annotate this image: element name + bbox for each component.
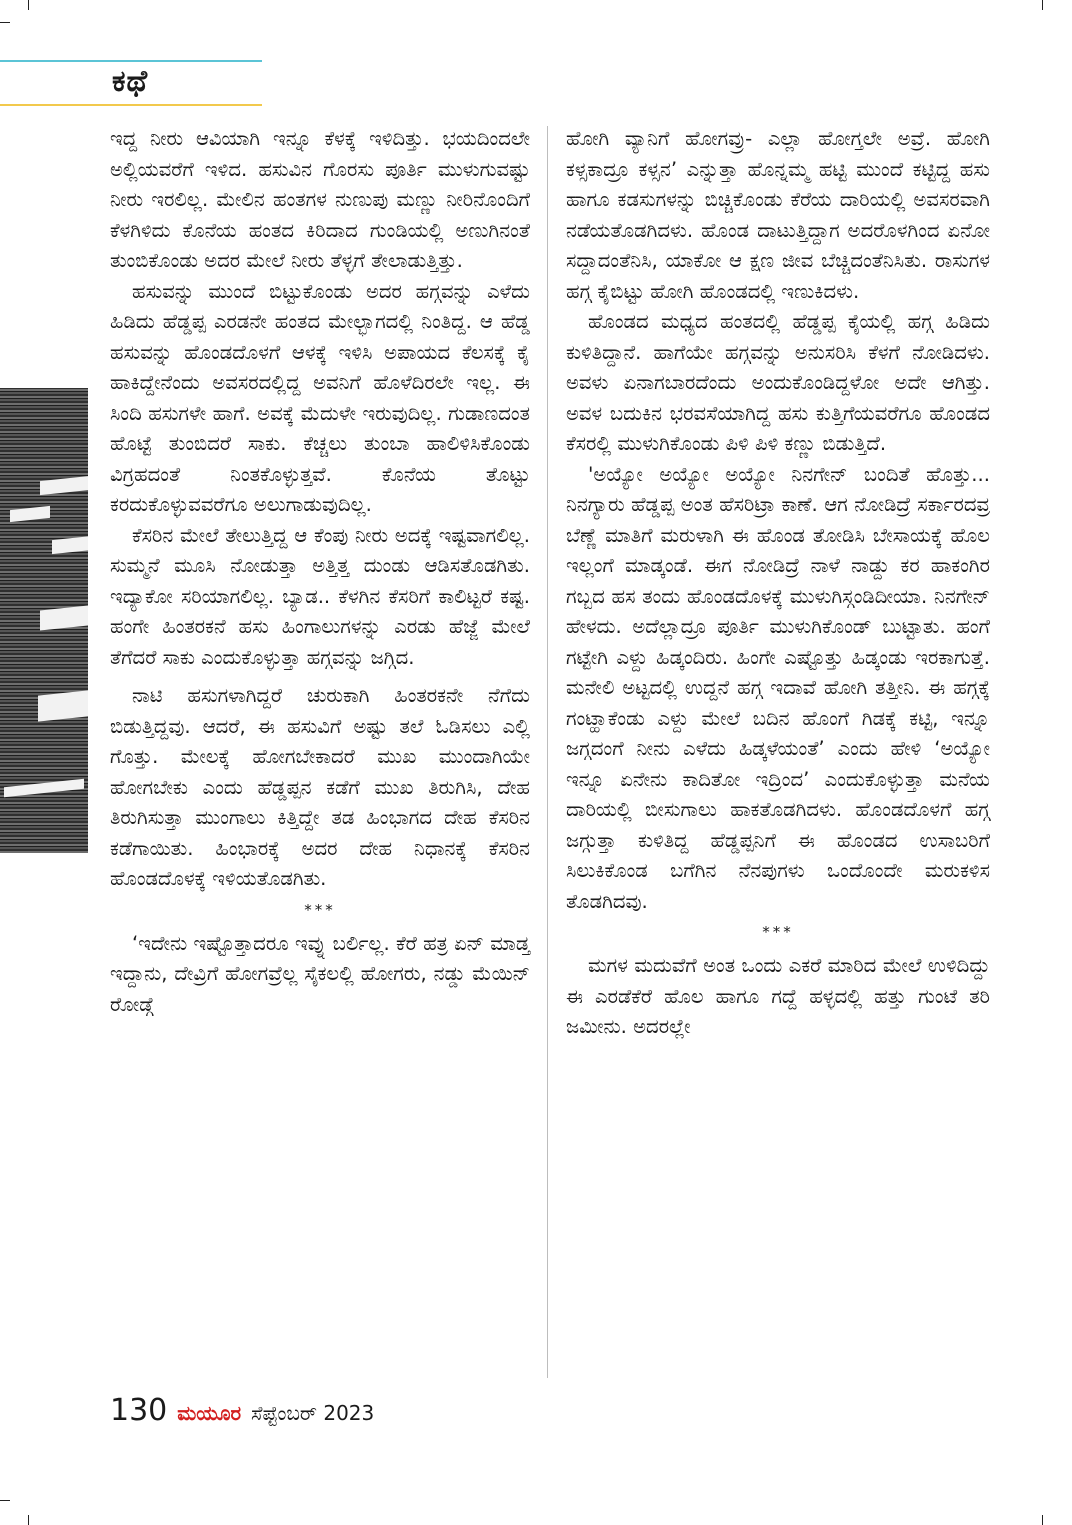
page-footer [110, 1393, 374, 1433]
paragraph: ಮಗಳ ಮದುವೆಗೆ ಅಂತ ಒಂದು ಎಕರೆ ಮಾರಿದ ಮೇಲೆ ಉಳಿದಿದ್ದು ಈ ಎರಡೆಕೆರೆ ಹೊಲ ಹಾಗೂ ಗದ್ದೆ ಹಳ್ಳದಲ್ಲಿ ಹತ್ತು ಗುಂಟೆ ತರಿ ಜಮೀನು. ಅದರಲ್ಲೇ [566, 954, 990, 1038]
crop-mark [0, 22, 10, 23]
paragraph: ಕೆಸರಿನ ಮೇಲೆ ತೇಲುತ್ತಿದ್ದ ಆ ಕೆಂಪು ನೀರು ಅದಕ್ಕೆ ಇಷ್ಟವಾಗಲಿಲ್ಲ. ಸುಮ್ಮನೆ ಮೂಸಿ ನೋಡುತ್ತಾ ಅತ್ತಿತ್ತ ದುಂಡು ಆಡಿಸತೊಡಗಿತು. ಇದ್ಯಾಕೋ ಸರಿಯಾಗಲಿಲ್ಲ. ಬ್ಯಾಡ.. ಕೆಳಗಿನ ಕೆಸರಿಗೆ ಕಾಲಿಟ್ಟರೆ ಕಷ್ಟ. ಹಂಗೇ ಹಿಂತರಕನೆ ಹಸು ಹಿಂಗಾಲುಗಳನ್ನು ಎರಡು ಹೆಜ್ಜೆ ಮೇಲೆ ತೆಗೆದರೆ ಸಾಕು ಎಂದುಕೊಳ್ಳುತ್ತಾ ಹಗ್ಗವನ್ನು ಜಗ್ಗಿದ. [110, 523, 530, 669]
accent-rule-top [0, 60, 262, 62]
photo-strip [0, 388, 88, 853]
section-separator: *** [762, 923, 794, 941]
left-column [110, 124, 530, 1020]
section-separator: *** [304, 900, 336, 919]
crop-mark [1042, 1515, 1043, 1525]
page-number: 130 [110, 1393, 168, 1428]
accent-rule-bottom [0, 104, 262, 106]
paragraph: 'ಅಯ್ಯೋ ಅಯ್ಯೋ ಅಯ್ಯೋ ನಿನಗೇನ್ ಬಂದಿತೆ ಹೊತ್ತು... ನಿನಗ್ಯಾರು ಹೆಡ್ಡಪ್ಪ ಅಂತ ಹೆಸರಿಟ್ರಾ ಕಾಣೆ. ಆಗ ನೋಡಿದ್ರೆ ಸರ್ಕಾರದವ್ರ ಬೆಣ್ಣೆ ಮಾತಿಗೆ ಮರುಳಾಗಿ ಈ ಹೊಂಡ ತೋಡಿಸಿ ಬೇಸಾಯಕ್ಕೆ ಹೊಲ ಇಲ್ಲಂಗೆ ಮಾಡ್ಕಂಡೆ. ಈಗ ನೋಡಿದ್ರೆ ನಾಳೆ ನಾಡ್ದು ಕರ ಹಾಕಂಗಿರ ಗಬ್ಬದ ಹಸ ತಂದು ಹೊಂಡದೊಳಕ್ಕೆ ಮುಳುಗಿಸ್ಗಂಡಿದೀಯಾ. ನಿನಗೇನ್ ಹೇಳದು. ಅದೆಲ್ಲಾದ್ರೂ ಪೂರ್ತಿ ಮುಳುಗಿಕೊಂಡ್ ಬುಟ್ಟಾತು. ಹಂಗೆ ಗಟ್ಟೇಗಿ ಎಳ್ದು ಹಿಡ್ಕಂದಿರು. ಹಿಂಗೇ ಎಷ್ಟೊತ್ತು ಹಿಡ್ಕಂಡು ಇರಕಾಗುತ್ತೆ. ಮನೇಲಿ ಅಟ್ಟದಲ್ಲಿ ಉದ್ದನೆ ಹಗ್ಗ ಇದಾವೆ ಹೋಗಿ ತತ್ತೀನಿ. ಈ ಹಗ್ಗಕ್ಕೆ ಗಂಟ್ಹಾಕೆಂಡು ಎಳ್ದು ಮೇಲೆ ಬದಿನ ಹೊಂಗೆ ಗಿಡಕ್ಕೆ ಕಟ್ಟಿ, ಇನ್ನೂ ಜಗ್ಗದಂಗೆ ನೀನು ಎಳೆದು ಹಿಡ್ಕಳೆಯಂತೆ’ ಎಂದು ಹೇಳಿ ‘ಅಯ್ಯೋ ಇನ್ನೂ ಏನೇನು ಕಾದಿತೋ ಇದ್ರಿಂದ’ ಎಂದುಕೊಳ್ಳುತ್ತಾ ಮನೆಯ ದಾರಿಯಲ್ಲಿ ಬೀಸುಗಾಲು ಹಾಕತೊಡಗಿದಳು. ಹೊಂಡದೊಳಗೆ ಹಗ್ಗ ಜಗ್ಗುತ್ತಾ ಕುಳಿತಿದ್ದ ಹೆಡ್ಡಪ್ಪನಿಗೆ ಈ ಹೊಂಡದ ಉಸಾಬರಿಗೆ ಸಿಲುಕಿಕೊಂಡ ಬಗೆಗಿನ ನೆನಪುಗಳು ಒಂದೊಂದೇ ಮರುಕಳಿಸ ತೊಡಗಿದವು. [566, 462, 990, 913]
paragraph: ಹೊಂಡದ ಮಧ್ಯದ ಹಂತದಲ್ಲಿ ಹೆಡ್ಡಪ್ಪ ಕೈಯಲ್ಲಿ ಹಗ್ಗ ಹಿಡಿದು ಕುಳಿತಿದ್ದಾನೆ. ಹಾಗೆಯೇ ಹಗ್ಗವನ್ನು ಅನುಸರಿಸಿ ಕೆಳಗೆ ನೋಡಿದಳು. ಅವಳು ಏನಾಗಬಾರದೆಂದು ಅಂದುಕೊಂಡಿದ್ದಳೋ ಅದೇ ಆಗಿತ್ತು. ಅವಳ ಬದುಕಿನ ಭರವಸೆಯಾಗಿದ್ದ ಹಸು ಕುತ್ತಿಗೆಯವರೆಗೂ ಹೊಂಡದ ಕೆಸರಲ್ಲಿ ಮುಳುಗಿಕೊಂಡು ಪಿಳಿ ಪಿಳಿ ಕಣ್ಣು ಬಿಡುತ್ತಿದೆ. [566, 310, 990, 455]
crop-mark [0, 1500, 10, 1501]
paragraph: ಹೋಗಿ ವ್ಯಾನಿಗೆ ಹೋಗವ್ರು- ಎಲ್ಲಾ ಹೋಗ್ತಲೇ ಅವ್ರೆ. ಹೋಗಿ ಕಳ್ಸಕಾದ್ರೂ ಕಳ್ಸನ’ ಎನ್ನುತ್ತಾ ಹೊನ್ನಮ್ಮ ಹಟ್ಟಿ ಮುಂದೆ ಕಟ್ಟಿದ್ದ ಹಸು ಹಾಗೂ ಕಡಸುಗಳನ್ನು ಬಿಚ್ಚಿಕೊಂಡು ಕೆರೆಯ ದಾರಿಯಲ್ಲಿ ಅವಸರವಾಗಿ ನಡೆಯತೊಡಗಿದಳು. ಹೊಂಡ ದಾಟುತ್ತಿದ್ದಾಗ ಅದರೊಳಗಿಂದ ಏನೋ ಸದ್ದಾದಂತೆನಿಸಿ, ಯಾಕೋ ಆ ಕ್ಷಣ ಜೀವ ಬೆಚ್ಚಿದಂತೆನಿಸಿತು. ರಾಸುಗಳ ಹಗ್ಗ ಕೈಬಿಟ್ಟು ಹೋಗಿ ಹೊಂಡದಲ್ಲಿ ಇಣುಕಿದಳು. [566, 127, 990, 303]
issue-date: ಸೆಪ್ಟೆಂಬರ್ 2023 [251, 1401, 375, 1425]
paragraph: ಇದ್ದ ನೀರು ಆವಿಯಾಗಿ ಇನ್ನೂ ಕೆಳಕ್ಕೆ ಇಳಿದಿತ್ತು. ಭಯದಿಂದಲೇ ಅಲ್ಲಿಯವರೆಗೆ ಇಳಿದ. ಹಸುವಿನ ಗೊರಸು ಪೂರ್ತಿ ಮುಳುಗುವಷ್ಟು ನೀರು ಇರಲಿಲ್ಲ. ಮೇಲಿನ ಹಂತಗಳ ನುಣುಪು ಮಣ್ಣು ನೀರಿನೊಂದಿಗೆ ಕೆಳಗಿಳಿದು ಕೊನೆಯ ಹಂತದ ಕಿರಿದಾದ ಗುಂಡಿಯಲ್ಲಿ ಅಣುಗಿನಂತೆ ತುಂಬಿಕೊಂಡು ಅದರ ಮೇಲೆ ನೀರು ತೆಳ್ಳಗೆ ತೇಲಾಡುತ್ತಿತ್ತು. [110, 127, 530, 272]
right-column [566, 124, 990, 1043]
paragraph: ಹಸುವನ್ನು ಮುಂದೆ ಬಿಟ್ಟುಕೊಂಡು ಅದರ ಹಗ್ಗವನ್ನು ಎಳೆದು ಹಿಡಿದು ಹೆಡ್ಡಪ್ಪ ಎರಡನೇ ಹಂತದ ಮೇಲ್ಭಾಗದಲ್ಲಿ ನಿಂತಿದ್ದ. ಆ ಹೆಡ್ಡ ಹಸುವನ್ನು ಹೊಂಡದೊಳಗೆ ಆಳಕ್ಕೆ ಇಳಿಸಿ ಅಪಾಯದ ಕೆಲಸಕ್ಕೆ ಕೈ ಹಾಕಿದ್ದೇನೆಂದು ಅವಸರದಲ್ಲಿದ್ದ ಅವನಿಗೆ ಹೊಳೆದಿರಲೇ ಇಲ್ಲ. ಈ ಸಿಂದಿ ಹಸುಗಳೇ ಹಾಗೆ. ಅವಕ್ಕೆ ಮೆದುಳೇ ಇರುವುದಿಲ್ಲ. ಗುಡಾಣದಂತ ಹೊಟ್ಟೆ ತುಂಬಿದರೆ ಸಾಕು. ಕೆಚ್ಚಲು ತುಂಬಾ ಹಾಲಿಳಿಸಿಕೊಂಡು ವಿಗ್ರಹದಂತೆ ನಿಂತಕೊಳ್ಳುತ್ತವೆ. ಕೊನೆಯ ತೊಟ್ಟು ಕರದುಕೊಳ್ಳುವವರೆಗೂ ಅಲುಗಾಡುವುದಿಲ್ಲ. [110, 279, 530, 516]
column-divider [547, 126, 548, 1378]
paragraph: ನಾಟಿ ಹಸುಗಳಾಗಿದ್ದರೆ ಚುರುಕಾಗಿ ಹಿಂತರಕನೇ ನೆಗೆದು ಬಿಡುತ್ತಿದ್ದವು. ಆದರೆ, ಈ ಹಸುವಿಗೆ ಅಷ್ಟು ತಲೆ ಓಡಿಸಲು ಎಲ್ಲಿ ಗೊತ್ತು. ಮೇಲಕ್ಕೆ ಹೋಗಬೇಕಾದರೆ ಮುಖ ಮುಂದಾಗಿಯೇ ಹೋಗಬೇಕು ಎಂದು ಹೆಡ್ಡಪ್ಪನ ಕಡೆಗೆ ಮುಖ ತಿರುಗಿಸಿ, ದೇಹ ತಿರುಗಿಸುತ್ತಾ ಮುಂಗಾಲು ಕಿತ್ತಿದ್ದೇ ತಡ ಹಿಂಭಾಗದ ದೇಹ ಕೆಸರಿನ ಕಡೆಗಾಯಿತು. ಹಿಂಭಾರಕ್ಕೆ ಅದರ ದೇಹ ನಿಧಾನಕ್ಕೆ ಕೆಸರಿನ ಹೊಂಡದೊಳಕ್ಕೆ ಇಳಿಯತೊಡಗಿತು. [110, 684, 530, 890]
section-title: ಕಥೆ [112, 64, 149, 99]
paragraph: ‘ಇದೇನು ಇಷ್ಟೊತ್ತಾದರೂ ಇವ್ನು ಬರ್ಲಿಲ್ಲ. ಕೆರೆ ಹತ್ರ ಏನ್ ಮಾಡ್ತ ಇದ್ದಾನು, ದೇವ್ರಿಗೆ ಹೋಗವ್ರೆಲ್ಲ ಸೈಕಲಲ್ಲಿ ಹೋಗರು, ನಡ್ಡು ಮೆಯಿನ್ ರೋಡ್ಗೆ [110, 931, 530, 1016]
magazine-logo: ಮಯೂರ [177, 1401, 242, 1425]
crop-mark [1042, 0, 1043, 10]
crop-mark [28, 1515, 29, 1525]
crop-mark [28, 0, 29, 10]
